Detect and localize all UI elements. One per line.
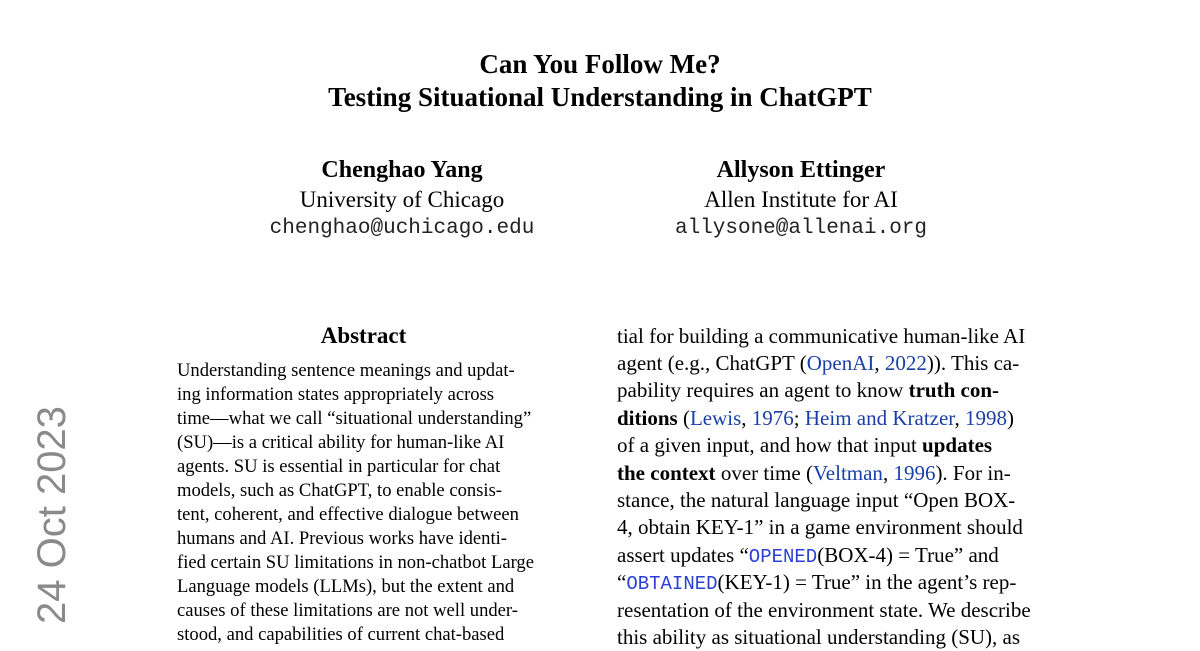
author-email[interactable]: allysone@allenai.org <box>674 217 928 240</box>
abstract-line: fied certain SU limitations in non-chatbot Large <box>177 552 534 573</box>
author-email[interactable]: chenghao@uchicago.edu <box>269 217 535 240</box>
body-text: over time ( <box>715 461 813 485</box>
abstract-line: humans and AI. Previous works have identi- <box>177 528 507 549</box>
abstract-line: tent, coherent, and effective dialogue between <box>177 504 519 525</box>
bold-term: truth con- <box>908 378 1000 402</box>
title-line-2: Testing Situational Understanding in ChatGPT <box>328 82 872 112</box>
citation-link[interactable]: 1998 <box>964 406 1007 430</box>
body-line <box>617 569 1058 598</box>
citation-link[interactable]: Heim and Kratzer <box>804 406 955 430</box>
body-text: assert updates “ <box>617 543 749 567</box>
body-text: , <box>954 406 965 430</box>
body-text: pability requires an agent to know <box>617 378 909 402</box>
abstract-heading: Abstract <box>320 323 407 348</box>
abstract-line: agents. SU is essential in particular for chat <box>177 456 501 477</box>
title-line-1: Can You Follow Me? <box>479 49 721 79</box>
body-line: this ability as situational understanding (SU), as <box>617 625 1021 649</box>
body-line <box>617 432 1058 459</box>
abstract-line: stood, and capabilities of current chat-based <box>177 624 505 645</box>
author-block-1 <box>232 156 572 243</box>
bold-term: ditions <box>617 406 678 430</box>
abstract-line: time—what we call “situational understanding” <box>177 408 532 429</box>
body-line <box>617 350 1058 377</box>
body-text: (BOX-4) = True” and <box>817 543 999 567</box>
bold-term: updates <box>922 433 993 457</box>
body-line <box>617 405 1058 432</box>
body-line: resentation of the environment state. We describe <box>617 598 1031 622</box>
citation-link[interactable]: Veltman <box>812 461 883 485</box>
body-text: ). For in- <box>935 461 1011 485</box>
author-affiliation: University of Chicago <box>299 187 505 212</box>
citation-link[interactable]: 1996 <box>893 461 936 485</box>
abstract-line: Language models (LLMs), but the extent and <box>177 576 515 597</box>
body-text: ; <box>793 406 805 430</box>
body-text: agent (e.g., ChatGPT ( <box>617 351 807 375</box>
abstract-line: Understanding sentence meanings and updat- <box>177 360 515 381</box>
body-text: , <box>882 461 894 485</box>
author-name: Chenghao Yang <box>321 157 483 183</box>
citation-link[interactable]: Lewis <box>689 406 742 430</box>
predicate-code: OBTAINED <box>626 573 718 595</box>
author-name: Allyson Ettinger <box>716 157 886 183</box>
arxiv-date-stamp: 24 Oct 2023 <box>30 406 74 624</box>
abstract-line: (SU)—is a critical ability for human-like AI <box>177 432 505 453</box>
abstract-line: causes of these limitations are not well under- <box>177 600 518 621</box>
body-line <box>617 377 1058 404</box>
body-text: , <box>874 351 885 375</box>
body-text: ) <box>1006 406 1014 430</box>
body-text: “ <box>617 570 627 594</box>
body-line: tial for building a communicative human-like AI <box>617 324 1026 348</box>
body-line: 4, obtain KEY-1” in a game environment should <box>617 515 1023 539</box>
author-block-2 <box>631 156 971 243</box>
body-line <box>617 542 1058 571</box>
body-text: )). This ca- <box>926 351 1020 375</box>
body-text: of a given input, and how that input <box>617 433 923 457</box>
body-text: ( <box>677 406 690 430</box>
body-text: (KEY-1) = True” in the agent’s rep- <box>717 570 1017 594</box>
abstract-line: ing information states appropriately across <box>177 384 495 405</box>
body-text: , <box>741 406 752 430</box>
body-line: stance, the natural language input “Open BOX- <box>617 488 1016 512</box>
bold-term: the context <box>617 461 716 485</box>
body-line <box>617 460 1058 487</box>
paper-title <box>0 48 1200 114</box>
predicate-code: OPENED <box>748 546 818 568</box>
citation-link[interactable]: 2022 <box>884 351 927 375</box>
citation-link[interactable]: 1976 <box>751 406 794 430</box>
abstract-line: models, such as ChatGPT, to enable consis- <box>177 480 502 501</box>
author-affiliation: Allen Institute for AI <box>704 187 898 212</box>
citation-link[interactable]: OpenAI <box>806 351 875 375</box>
